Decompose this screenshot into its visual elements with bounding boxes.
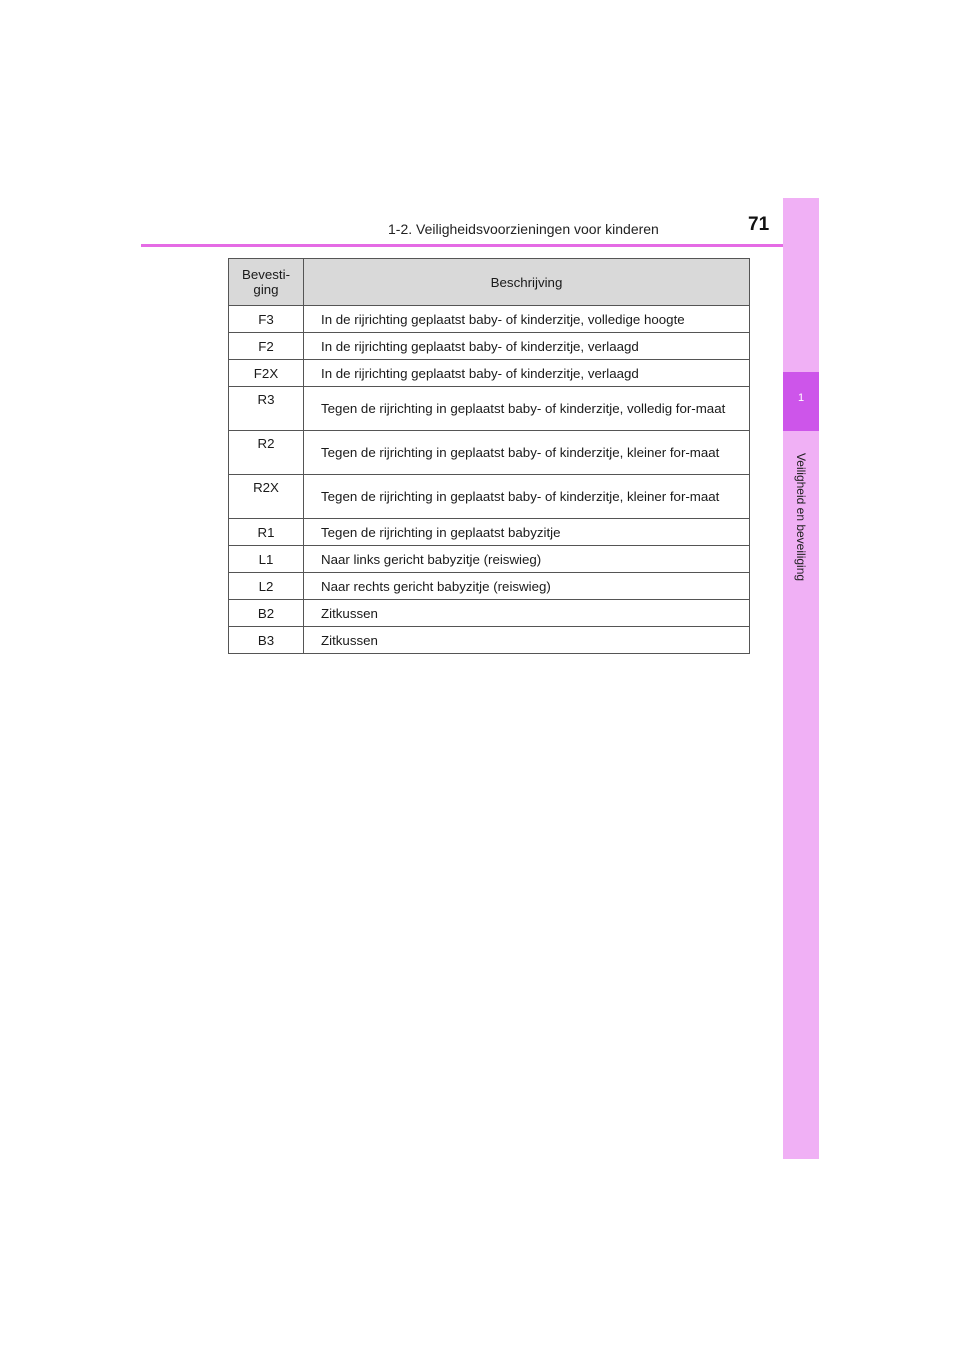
row-description: In de rijrichting geplaatst baby- of kinderzitje, volledige hoogte <box>304 306 750 333</box>
chapter-number: 1 <box>797 392 805 404</box>
table-row <box>229 306 750 333</box>
column-header-attachment: Bevesti- ging <box>229 259 304 306</box>
table-row <box>229 360 750 387</box>
row-description: Naar links gericht babyzitje (reiswieg) <box>304 546 750 573</box>
row-description: Tegen de rijrichting in geplaatst baby- of kinderzitje, kleiner for-maat <box>304 431 750 475</box>
row-code: R2X <box>229 475 304 519</box>
attachment-table <box>228 258 750 654</box>
table-row <box>229 600 750 627</box>
row-description: In de rijrichting geplaatst baby- of kinderzitje, verlaagd <box>304 360 750 387</box>
table-row <box>229 475 750 519</box>
row-description: In de rijrichting geplaatst baby- of kinderzitje, verlaagd <box>304 333 750 360</box>
header-divider <box>141 244 819 247</box>
table-row <box>229 519 750 546</box>
row-description: Zitkussen <box>304 627 750 654</box>
row-code: F2 <box>229 333 304 360</box>
row-description: Zitkussen <box>304 600 750 627</box>
section-title: 1-2. Veiligheidsvoorzieningen voor kinderen <box>388 221 659 237</box>
row-code: L2 <box>229 573 304 600</box>
row-description: Tegen de rijrichting in geplaatst baby- of kinderzitje, volledig for-maat <box>304 387 750 431</box>
table-row <box>229 333 750 360</box>
row-code: L1 <box>229 546 304 573</box>
table-row <box>229 627 750 654</box>
table-row <box>229 573 750 600</box>
chapter-side-strip <box>783 198 819 1159</box>
table-row <box>229 387 750 431</box>
row-description: Naar rechts gericht babyzitje (reiswieg) <box>304 573 750 600</box>
table-row <box>229 431 750 475</box>
row-code: R1 <box>229 519 304 546</box>
row-code: F3 <box>229 306 304 333</box>
row-code: R2 <box>229 431 304 475</box>
row-code: B2 <box>229 600 304 627</box>
row-description: Tegen de rijrichting in geplaatst baby- of kinderzitje, kleiner for-maat <box>304 475 750 519</box>
row-code: R3 <box>229 387 304 431</box>
row-description: Tegen de rijrichting in geplaatst babyzitje <box>304 519 750 546</box>
page-number: 71 <box>748 214 770 235</box>
row-code: B3 <box>229 627 304 654</box>
chapter-title: Veiligheid en beveiliging <box>794 452 808 582</box>
table-row <box>229 546 750 573</box>
table-header-row <box>229 259 750 306</box>
row-code: F2X <box>229 360 304 387</box>
column-header-description: Beschrijving <box>304 259 750 306</box>
